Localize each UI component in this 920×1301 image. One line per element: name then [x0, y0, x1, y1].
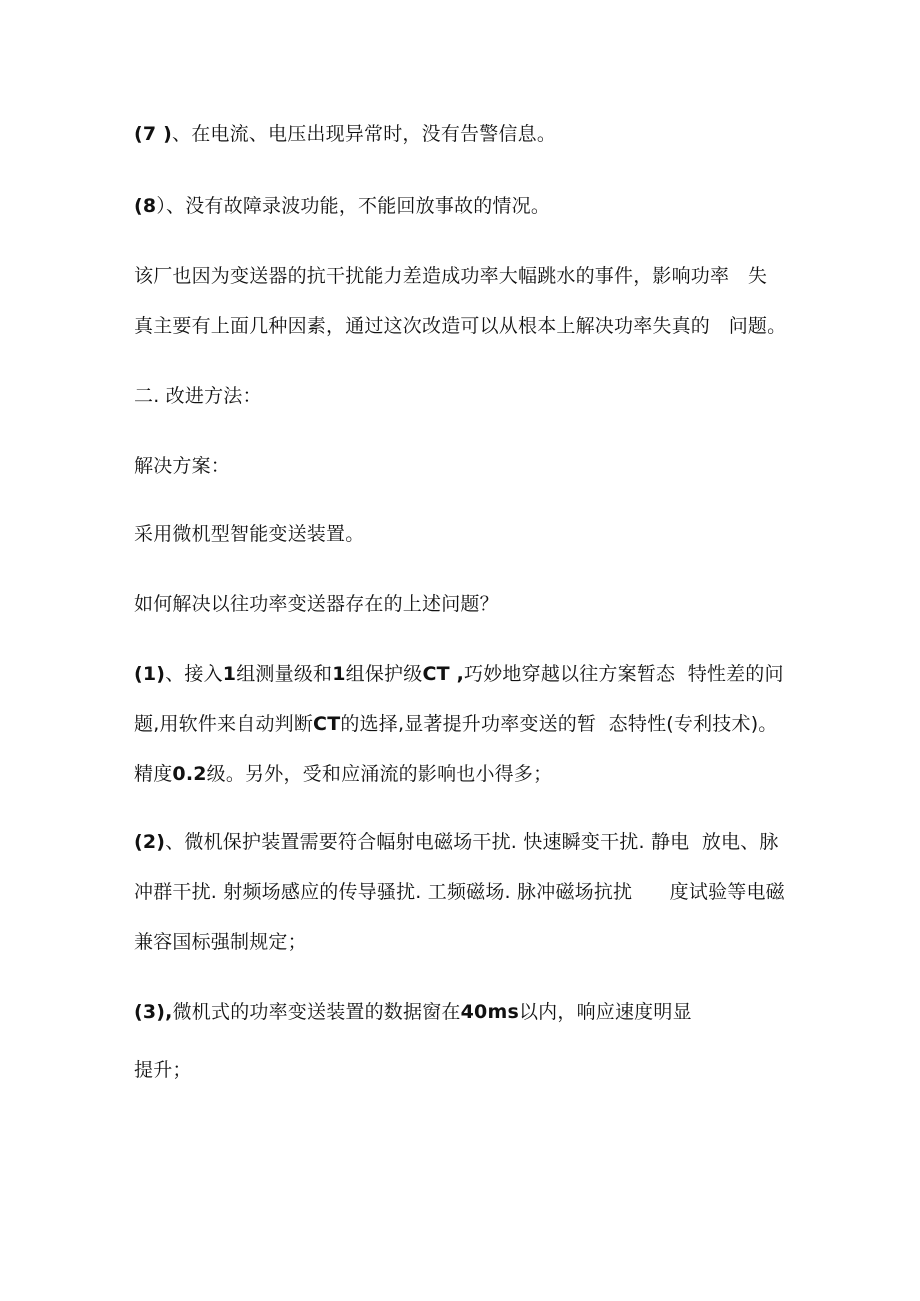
- solution-text: 采用微机型智能变送装置。: [134, 523, 365, 545]
- item-1-line-3-c: 级。另外，受和应涌流的影响也小得多；: [206, 763, 553, 785]
- item-3-line-2: 提升；: [134, 1059, 192, 1081]
- item-1-line-2-c: 的选择,显著提升功率变送的暂 态特性(专利技术)。: [340, 713, 778, 735]
- item-1-text-a: 、接入: [165, 663, 223, 685]
- question-text: 如何解决以往功率变送器存在的上述问题？: [134, 593, 499, 615]
- item-1-text-g: 巧妙地穿越以往方案暂态 特性差的问: [464, 663, 784, 685]
- item-3-text-b: 40ms: [460, 1001, 519, 1023]
- item-1-text-b: 1: [222, 663, 237, 685]
- paragraph-item-8: [134, 193, 550, 219]
- item-1-line-2-b: CT: [313, 713, 341, 735]
- item-3-line-1: [134, 999, 692, 1025]
- item-1-text-d: 1: [332, 663, 346, 685]
- paragraph-item-7: [134, 121, 556, 147]
- item-1-line-3-b: 0.2: [172, 763, 207, 785]
- solution-heading: 解决方案：: [134, 455, 231, 477]
- item-7-number: (7 ): [134, 123, 173, 145]
- item-2-number: (2): [134, 831, 166, 853]
- item-3-number: (3),: [134, 1001, 173, 1023]
- item-3-text-c: 以内，响应速度明显: [518, 1001, 692, 1023]
- item-1-line-2: [134, 711, 778, 737]
- summary-line-2: 真主要有上面几种因素，通过这次改造可以从根本上解决功率失真的 问题。: [134, 315, 787, 337]
- item-1-line-1: [134, 661, 784, 687]
- item-8-text: ）、没有故障录波功能，不能回放事故的情况。: [156, 195, 551, 217]
- summary-line-1: 该厂也因为变送器的抗干扰能力差造成功率大幅跳水的事件，影响功率 失: [134, 265, 768, 287]
- item-2-text-1: 、微机保护装置需要符合幅射电磁场干扰. 快速瞬变干扰. 静电 放电、脉: [165, 831, 779, 853]
- section-heading: 二. 改进方法：: [134, 385, 262, 407]
- item-3-text-a: 微机式的功率变送装置的数据窗在: [172, 1001, 461, 1023]
- item-2-line-2: 冲群干扰. 射频场感应的传导骚扰. 工频磁场. 脉冲磁场抗扰 度试验等电磁: [134, 881, 785, 903]
- item-1-line-2-a: 题,用软件来自动判断: [134, 713, 314, 735]
- item-7-text: 、在电流、电压出现异常时，没有告警信息。: [172, 123, 557, 145]
- item-1-line-3: [134, 761, 552, 787]
- item-2-line-1: [134, 829, 779, 855]
- item-1-text-e: 组保护级: [345, 663, 423, 685]
- item-1-text-c: 组测量级和: [236, 663, 333, 685]
- item-8-number: (8: [134, 195, 157, 217]
- item-2-line-3: 兼容国标强制规定；: [134, 931, 307, 953]
- item-1-line-3-a: 精度: [134, 763, 173, 785]
- item-1-text-f: CT ,: [422, 663, 465, 685]
- item-1-number: (1): [134, 663, 166, 685]
